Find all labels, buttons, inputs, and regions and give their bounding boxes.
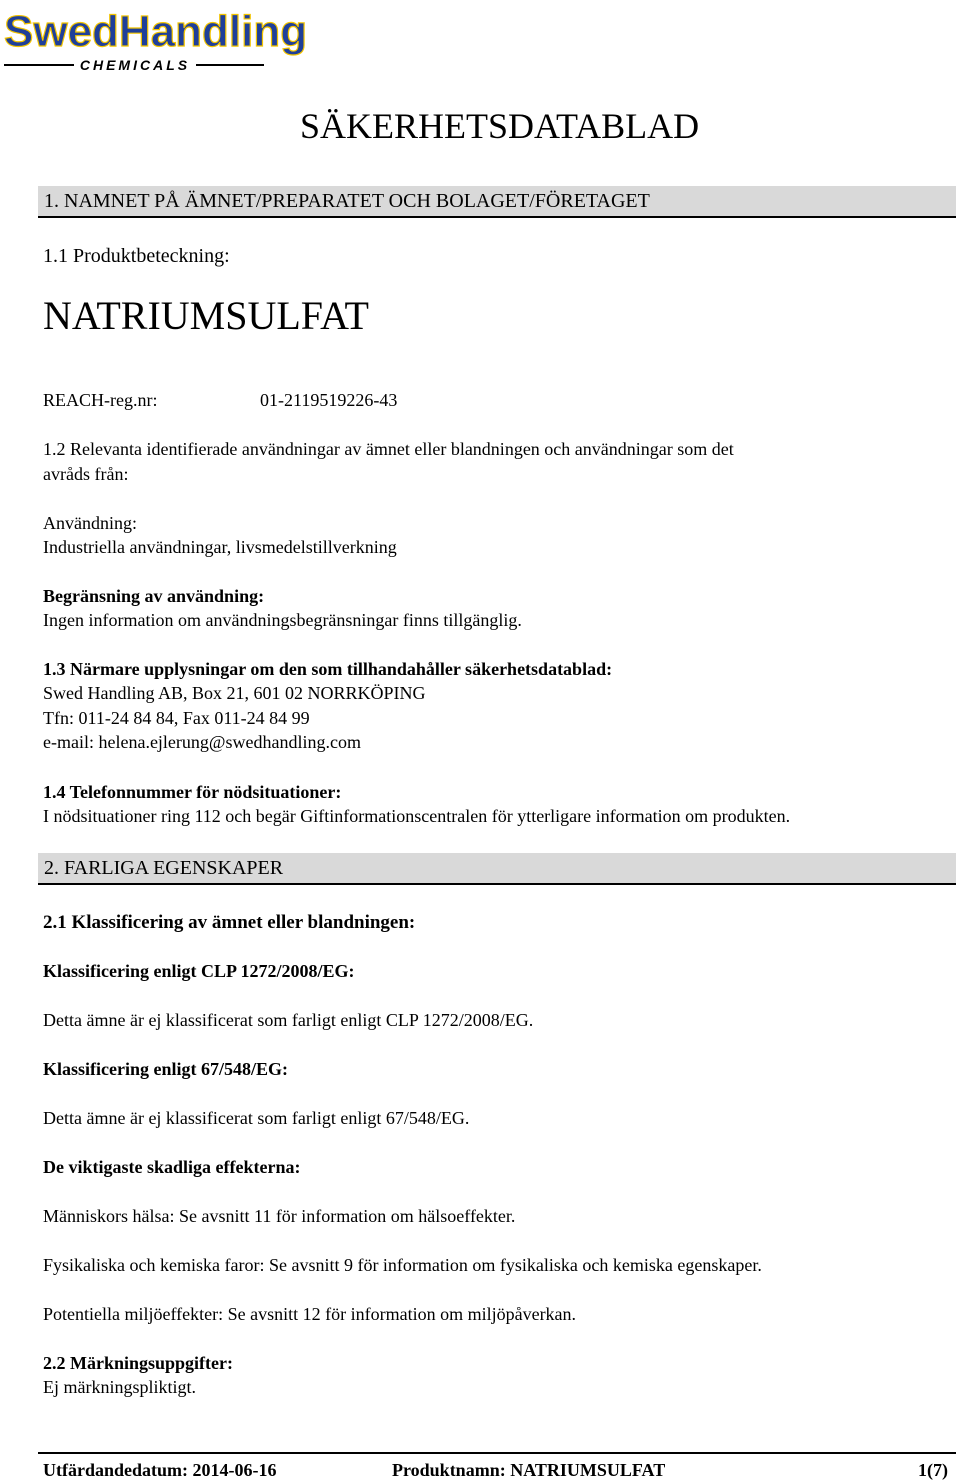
- reach-label: REACH-reg.nr:: [43, 390, 158, 410]
- labelling-value: Ej märkningspliktigt.: [43, 1377, 196, 1397]
- company-address: Swed Handling AB, Box 21, 601 02 NORRKÖPING: [43, 683, 426, 703]
- footer-date-label: Utfärdandedatum:: [43, 1460, 189, 1480]
- restriction-value: Ingen information om användningsbegränsningar finns tillgänglig.: [43, 610, 522, 630]
- section-1-header: [38, 186, 956, 218]
- directive-value: Detta ämne är ej klassificerat som farligt enligt 67/548/EG.: [43, 1108, 470, 1128]
- section-2-title: 2. FARLIGA EGENSKAPER: [44, 857, 284, 879]
- document-title: SÄKERHETSDATABLAD: [300, 106, 700, 146]
- footer-date: [43, 1459, 277, 1481]
- subsection-2-1: 2.1 Klassificering av ämnet eller blandningen:: [43, 912, 416, 933]
- company-email: e-mail: helena.ejlerung@swedhandling.com: [43, 732, 361, 752]
- footer-page-number: 1(7): [918, 1460, 948, 1480]
- svg-text:SwedHandling: SwedHandling: [4, 7, 308, 56]
- environment-effects: Potentiella miljöeffekter: Se avsnitt 12 för information om miljöpåverkan.: [43, 1304, 577, 1324]
- clp-label: Klassificering enligt CLP 1272/2008/EG:: [43, 961, 355, 981]
- subsection-1-3: 1.3 Närmare upplysningar om den som tillhandahåller säkerhetsdatablad:: [43, 659, 613, 679]
- footer-product: [392, 1459, 665, 1481]
- effects-label: De viktigaste skadliga effekterna:: [43, 1157, 301, 1177]
- use-value: Industriella användningar, livsmedelstillverkning: [43, 537, 397, 557]
- footer-date-value: 2014-06-16: [192, 1460, 277, 1480]
- company-phone: Tfn: 011-24 84 84, Fax 011-24 84 99: [43, 708, 310, 728]
- subsection-2-2: 2.2 Märkningsuppgifter:: [43, 1353, 234, 1373]
- company-logo: [0, 0, 308, 78]
- svg-text:CHEMICALS: CHEMICALS: [79, 57, 191, 73]
- product-name: NATRIUMSULFAT: [43, 293, 369, 338]
- clp-value: Detta ämne är ej klassificerat som farligt enligt CLP 1272/2008/EG.: [43, 1010, 534, 1030]
- use-label: Användning:: [43, 513, 137, 533]
- directive-label: Klassificering enligt 67/548/EG:: [43, 1059, 288, 1079]
- footer-rule: [38, 1452, 956, 1454]
- reach-value: 01-2119519226-43: [260, 390, 398, 410]
- restriction-label: Begränsning av användning:: [43, 586, 265, 606]
- section-1-title: 1. NAMNET PÅ ÄMNET/PREPARATET OCH BOLAGET/FÖRETAGET: [44, 190, 650, 212]
- emergency-text: I nödsituationer ring 112 och begär Giftinformationscentralen för ytterligare information om produkten.: [43, 806, 791, 826]
- section-2-header: [38, 853, 956, 885]
- footer-product-value: NATRIUMSULFAT: [510, 1460, 666, 1480]
- subsection-1-4: 1.4 Telefonnummer för nödsituationer:: [43, 782, 342, 802]
- subsection-1-2-line1: 1.2 Relevanta identifierade användningar av ämnet eller blandningen och användningar som det: [43, 439, 734, 459]
- footer-product-label: Produktnamn:: [392, 1460, 506, 1480]
- subsection-1-1: 1.1 Produktbeteckning:: [43, 245, 230, 267]
- physchem-hazards: Fysikaliska och kemiska faror: Se avsnitt 9 för information om fysikaliska och kemiska egenskaper.: [43, 1255, 762, 1275]
- subsection-1-2-line2: avråds från:: [43, 464, 129, 484]
- health-effects: Människors hälsa: Se avsnitt 11 för information om hälsoeffekter.: [43, 1206, 516, 1226]
